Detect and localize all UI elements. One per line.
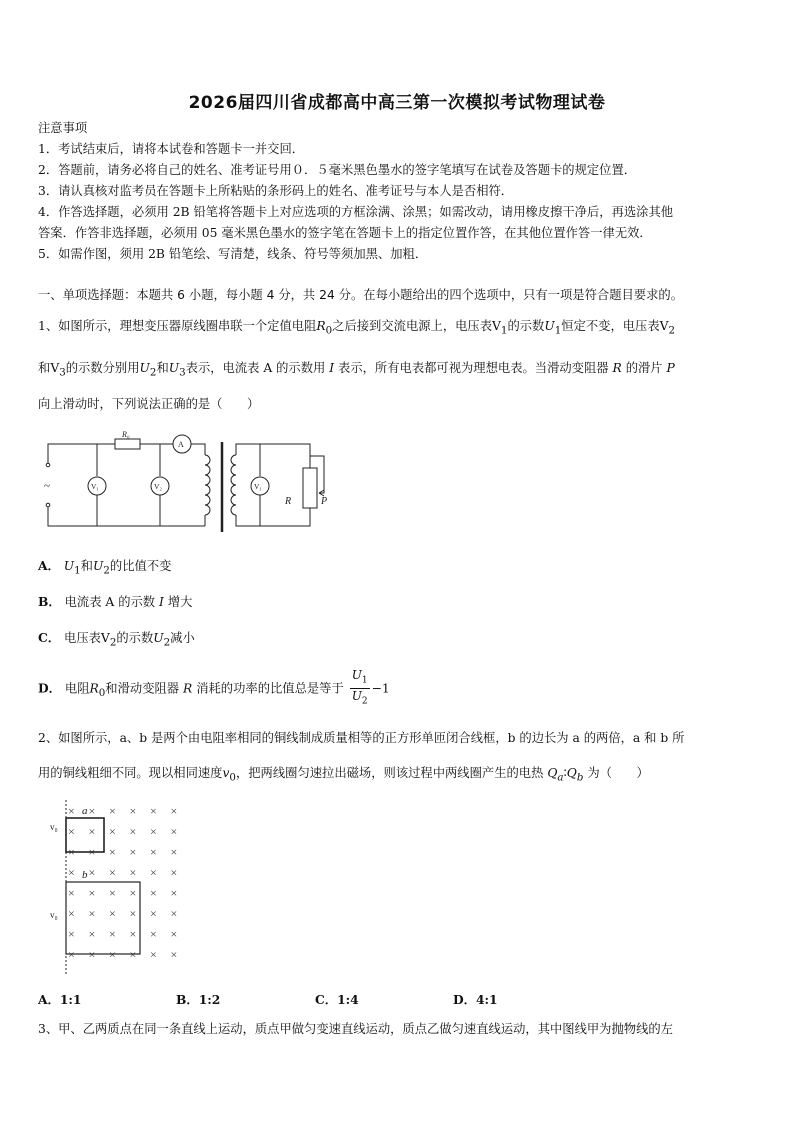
field-cross-icon: × bbox=[109, 845, 116, 859]
ac-source-icon: ~ bbox=[44, 480, 50, 492]
field-cross-icon: × bbox=[150, 886, 157, 900]
circuit-label-r: R bbox=[285, 496, 292, 507]
q1-option-a: A． $U_1$和$U_2$的比值不变 bbox=[38, 558, 172, 577]
q2-line-2: 用的铜线粗细不同。现以相同速度$v_0$，把两线圈匀速拉出磁场，则该过程中两线圈产生的电热 $Q_a∶Q_b$ 为（ ） bbox=[38, 766, 649, 784]
field-cross-icon: × bbox=[88, 886, 96, 900]
circuit-label-v1: V₁ bbox=[91, 482, 100, 491]
label-v0-a: v₀ bbox=[50, 822, 58, 832]
field-cross-icon: × bbox=[129, 947, 137, 962]
field-cross-icon: × bbox=[68, 824, 75, 839]
field-cross-icon: × bbox=[88, 845, 96, 859]
field-cross-icon: × bbox=[109, 886, 116, 900]
magnetic-field-figure bbox=[40, 800, 200, 975]
field-cross-icon: × bbox=[68, 865, 75, 880]
field-cross-icon: × bbox=[88, 804, 96, 818]
circuit-label-v2: V₂ bbox=[154, 482, 163, 491]
notice-item-3: 3．请认真核对监考员在答题卡上所粘贴的条形码上的姓名、准考证号与本人是否相符． bbox=[38, 184, 514, 198]
field-cross-icon: × bbox=[170, 845, 178, 859]
notice-item-1: 1．考试结束后，请将本试卷和答题卡一并交回． bbox=[38, 142, 305, 156]
field-cross-icon: × bbox=[170, 927, 178, 941]
field-cross-icon: × bbox=[68, 906, 75, 921]
field-cross-icon: × bbox=[129, 865, 137, 880]
field-cross-icon: × bbox=[109, 804, 116, 818]
field-cross-icon: × bbox=[150, 906, 157, 921]
notice-heading: 注意事项 bbox=[38, 121, 88, 135]
q1-line-3: 向上滑动时，下列说法正确的是（ ） bbox=[38, 397, 260, 411]
field-cross-icon: × bbox=[109, 927, 116, 941]
circuit-label-p: P bbox=[321, 496, 328, 507]
label-b: b bbox=[82, 869, 88, 881]
transformer-circuit-diagram bbox=[40, 428, 340, 538]
field-cross-icon: × bbox=[88, 927, 96, 941]
field-cross-icon: × bbox=[150, 845, 157, 859]
field-cross-icon: × bbox=[150, 927, 157, 941]
field-cross-icon: × bbox=[170, 947, 178, 962]
field-cross-icon: × bbox=[150, 824, 157, 839]
notice-item-4-cont: 答案．作答非选择题，必须用 05 毫米黑色墨水的签字笔在答题卡上的指定位置作答，在其他位置作答一律无效． bbox=[38, 226, 652, 240]
field-cross-icon: × bbox=[150, 947, 157, 962]
symbol-R0: R bbox=[316, 319, 326, 333]
circuit-label-ammeter: A bbox=[178, 440, 184, 449]
field-cross-icon: × bbox=[109, 824, 116, 839]
field-cross-icon: × bbox=[129, 804, 137, 818]
field-cross-icon: × bbox=[88, 865, 96, 880]
field-cross-icon: × bbox=[150, 804, 157, 818]
field-cross-icon: × bbox=[88, 947, 96, 962]
label-v0-b: v₀ bbox=[50, 910, 58, 920]
field-cross-icon: × bbox=[109, 906, 116, 921]
field-cross-icon: × bbox=[170, 865, 178, 880]
q1-line-1: 1、如图所示，理想变压器原线圈串联一个定值电阻$R_0$之后接到交流电源上，电压表$V_1$的示数$U_1$恒定不变，电压表$V_2$ bbox=[38, 319, 676, 337]
field-cross-icon: × bbox=[170, 906, 178, 921]
field-cross-icon: × bbox=[129, 845, 137, 859]
field-cross-icon: × bbox=[68, 927, 75, 941]
field-cross-icon: × bbox=[68, 845, 75, 859]
page-title: 2026届四川省成都高中高三第一次模拟考试物理试卷 bbox=[188, 93, 606, 113]
q1-line-2: 和$V_3$的示数分别用$U_2$和$U_3$表示，电流表 A 的示数用 I 表示，所有电表都可视为理想电表。当滑动变阻器 R 的滑片 P bbox=[38, 361, 675, 379]
q1-option-c: C． 电压表$V_2$的示数$U_2$减小 bbox=[38, 630, 195, 649]
field-cross-icon: × bbox=[88, 824, 96, 839]
q1-option-d: D． 电阻$R_0$和滑动变阻器 R 消耗的功率的比值总是等于 $\frac{U_1}{U_2}$ −1 bbox=[38, 668, 390, 710]
q2-line-1: 2、如图所示，a、b 是两个由电阻率相同的铜线制成质量相等的正方形单匝闭合线框，b 的边长为 a 的两倍，a 和 b 所 bbox=[38, 731, 685, 745]
field-cross-icon: × bbox=[68, 886, 75, 900]
circuit-label-v3: V₁ bbox=[254, 482, 263, 491]
q1-option-b: B． 电流表 A 的示数 I 增大 bbox=[38, 594, 193, 609]
field-cross-icon: × bbox=[129, 927, 137, 941]
field-cross-icon: × bbox=[109, 865, 116, 880]
fraction-u1-over-u2: $\frac{U_1}{U_2}$ bbox=[351, 668, 368, 707]
field-cross-icon: × bbox=[170, 804, 178, 818]
field-cross-icon: × bbox=[170, 886, 178, 900]
field-cross-icon: × bbox=[170, 824, 178, 839]
field-cross-icon: × bbox=[129, 906, 137, 921]
notice-item-2: 2．答题前，请务必将自己的姓名、准考证号用０．５毫米黑色墨水的签字笔填写在试卷及答题卡的规定位置． bbox=[38, 163, 637, 177]
notice-item-4: 4．作答选择题，必须用 2B 铅笔将答题卡上对应选项的方框涂满、涂黑；如需改动，请用橡皮擦干净后，再选涂其他 bbox=[38, 205, 674, 219]
field-cross-icon: × bbox=[129, 886, 137, 900]
field-cross-icon: × bbox=[150, 865, 157, 880]
label-a: a bbox=[82, 805, 88, 817]
q2-option-b: B．1:2 bbox=[176, 992, 221, 1007]
q2-option-a: A．1:1 bbox=[38, 992, 82, 1007]
field-cross-icon: × bbox=[68, 804, 75, 818]
field-cross-icon: × bbox=[109, 947, 116, 962]
field-cross-icon: × bbox=[68, 947, 75, 962]
notice-item-5: 5．如需作图，须用 2B 铅笔绘、写清楚，线条、符号等须加黑、加粗． bbox=[38, 247, 428, 261]
q3-line-1: 3、甲、乙两质点在同一条直线上运动，质点甲做匀变速直线运动，质点乙做匀速直线运动，其中图线甲为抛物线的左 bbox=[38, 1022, 673, 1036]
q2-option-d: D．4:1 bbox=[453, 992, 498, 1007]
field-cross-icon: × bbox=[129, 824, 137, 839]
field-cross-icon: × bbox=[88, 906, 96, 921]
section-heading: 一、单项选择题：本题共 6 小题，每小题 4 分，共 24 分。在每小题给出的四个选项中，只有一项是符合题目要求的。 bbox=[38, 288, 683, 302]
q2-option-c: C．1:4 bbox=[315, 992, 359, 1007]
circuit-label-r0: R₀ bbox=[122, 430, 130, 439]
